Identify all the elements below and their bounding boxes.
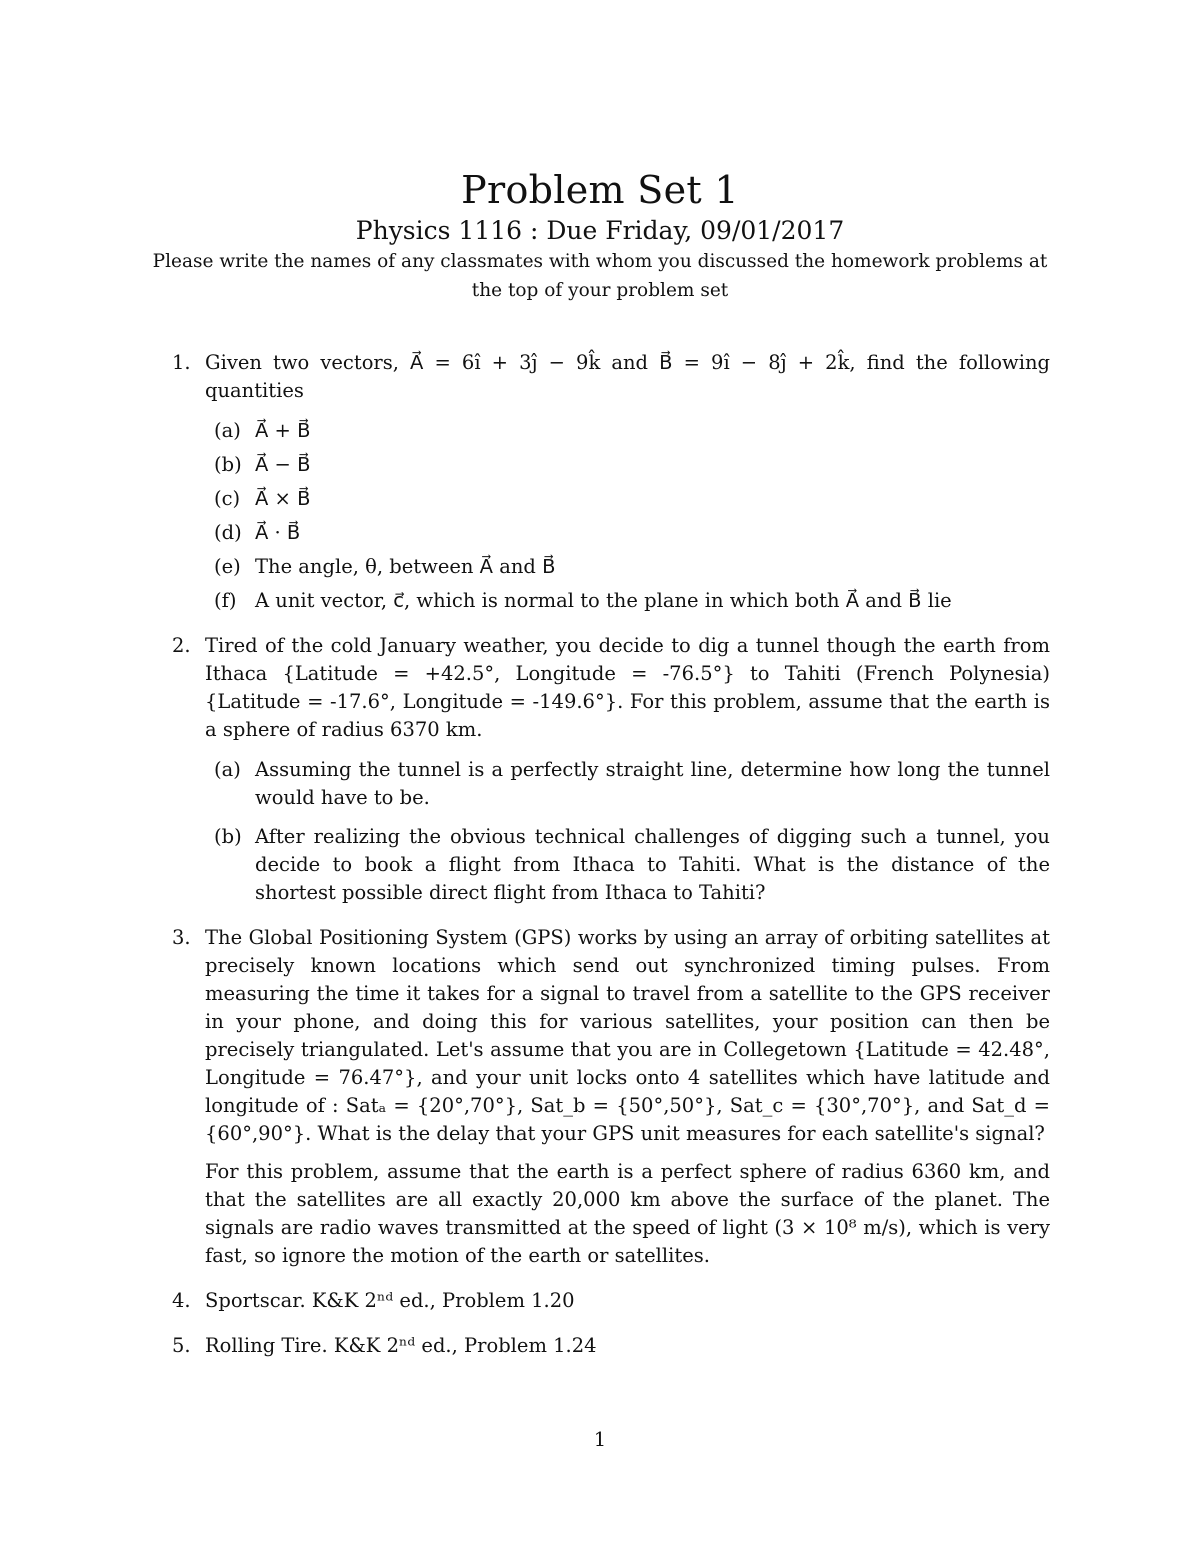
- problem-text: Sportscar. K&K 2ⁿᵈ ed., Problem 1.20: [205, 1289, 575, 1312]
- problem-4: [172, 1287, 1050, 1315]
- part-label: (f): [214, 589, 237, 612]
- part-label: (b): [214, 825, 242, 848]
- problem-number: 4.: [172, 1289, 191, 1312]
- problem-3: [172, 924, 1050, 1270]
- part-label: (b): [214, 453, 242, 476]
- part-label: (a): [214, 758, 241, 781]
- part-item: [205, 756, 1050, 812]
- part-label: (d): [214, 521, 242, 544]
- part-item: [205, 417, 1050, 445]
- problem-number: 1.: [172, 351, 191, 374]
- part-label: (a): [214, 419, 241, 442]
- problem-1-parts: [205, 417, 1050, 615]
- problem-text: The Global Positioning System (GPS) works by using an array of orbiting satellites at precisely known locations which send out synchronized timing pulses. From measuring the time it takes for a signal to travel from a satellite to the GPS receiver in your phone, and doing this for various satellites, your position can then be precisely triangulated. Let's assume that you are in Collegetown {Latitude = 42.48°, Longitude = 76.47°}, and your unit locks onto 4 satellites which have latitude and longitude of : Satₐ = {20°,70°}, Sat_b = {50°,50°}, Sat_c = {30°,70°}, and Sat_d = {60°,90°}. What is the delay that your GPS unit measures for each satellite's signal?: [205, 926, 1050, 1145]
- part-text: A unit vector, c⃗, which is normal to the plane in which both A⃗ and B⃗ lie: [255, 589, 952, 612]
- part-label: (c): [214, 487, 241, 510]
- problem-list: [172, 349, 1050, 1377]
- part-text: A⃗ · B⃗: [255, 521, 301, 544]
- part-text: A⃗ − B⃗: [255, 453, 311, 476]
- part-item: [205, 823, 1050, 907]
- problem-text-continued: For this problem, assume that the earth is a perfect sphere of radius 6360 km, and that the satellites are all exactly 20,000 km above the surface of the planet. The signals are radio waves transmitted at the speed of light (3 × 10⁸ m/s), which is very fast, so ignore the motion of the earth or satellites.: [205, 1160, 1050, 1267]
- part-text: A⃗ × B⃗: [255, 487, 311, 510]
- part-text: The angle, θ, between A⃗ and B⃗: [255, 555, 556, 578]
- problem-5: [172, 1332, 1050, 1360]
- part-item: [205, 485, 1050, 513]
- problem-2-parts: [205, 756, 1050, 907]
- problem-text: Rolling Tire. K&K 2ⁿᵈ ed., Problem 1.24: [205, 1334, 597, 1357]
- page-number: 1: [593, 1428, 607, 1451]
- document-subtitle: Physics 1116 : Due Friday, 09/01/2017: [355, 216, 845, 245]
- problem-number: 5.: [172, 1334, 191, 1357]
- problem-1: [172, 349, 1050, 615]
- document-title: Problem Set 1: [461, 168, 739, 212]
- header-note: Please write the names of any classmates with whom you discussed the homework problems at the top of your problem set: [152, 251, 1048, 301]
- part-item: [205, 587, 1050, 615]
- problem-number: 3.: [172, 926, 191, 949]
- part-label: (e): [214, 555, 241, 578]
- part-item: [205, 451, 1050, 479]
- problem-number: 2.: [172, 634, 191, 657]
- part-text: A⃗ + B⃗: [255, 419, 311, 442]
- problem-2: [172, 632, 1050, 907]
- part-text: Assuming the tunnel is a perfectly straight line, determine how long the tunnel would have to be.: [255, 758, 1050, 809]
- part-item: [205, 519, 1050, 547]
- part-text: After realizing the obvious technical challenges of digging such a tunnel, you decide to book a flight from Ithaca to Tahiti. What is the distance of the shortest possible direct flight from Ithaca to Tahiti?: [255, 825, 1050, 904]
- part-item: [205, 553, 1050, 581]
- problem-text: Given two vectors, A⃗ = 6î + 3ĵ − 9k̂ and B⃗ = 9î − 8ĵ + 2k̂, find the following quantities: [205, 351, 1050, 402]
- problem-text: Tired of the cold January weather, you decide to dig a tunnel though the earth from Ithaca {Latitude = +42.5°, Longitude = -76.5°} to Tahiti (French Polynesia) {Latitude = -17.6°, Longitude = -149.6°}. For this problem, assume that the earth is a sphere of radius 6370 km.: [205, 634, 1050, 741]
